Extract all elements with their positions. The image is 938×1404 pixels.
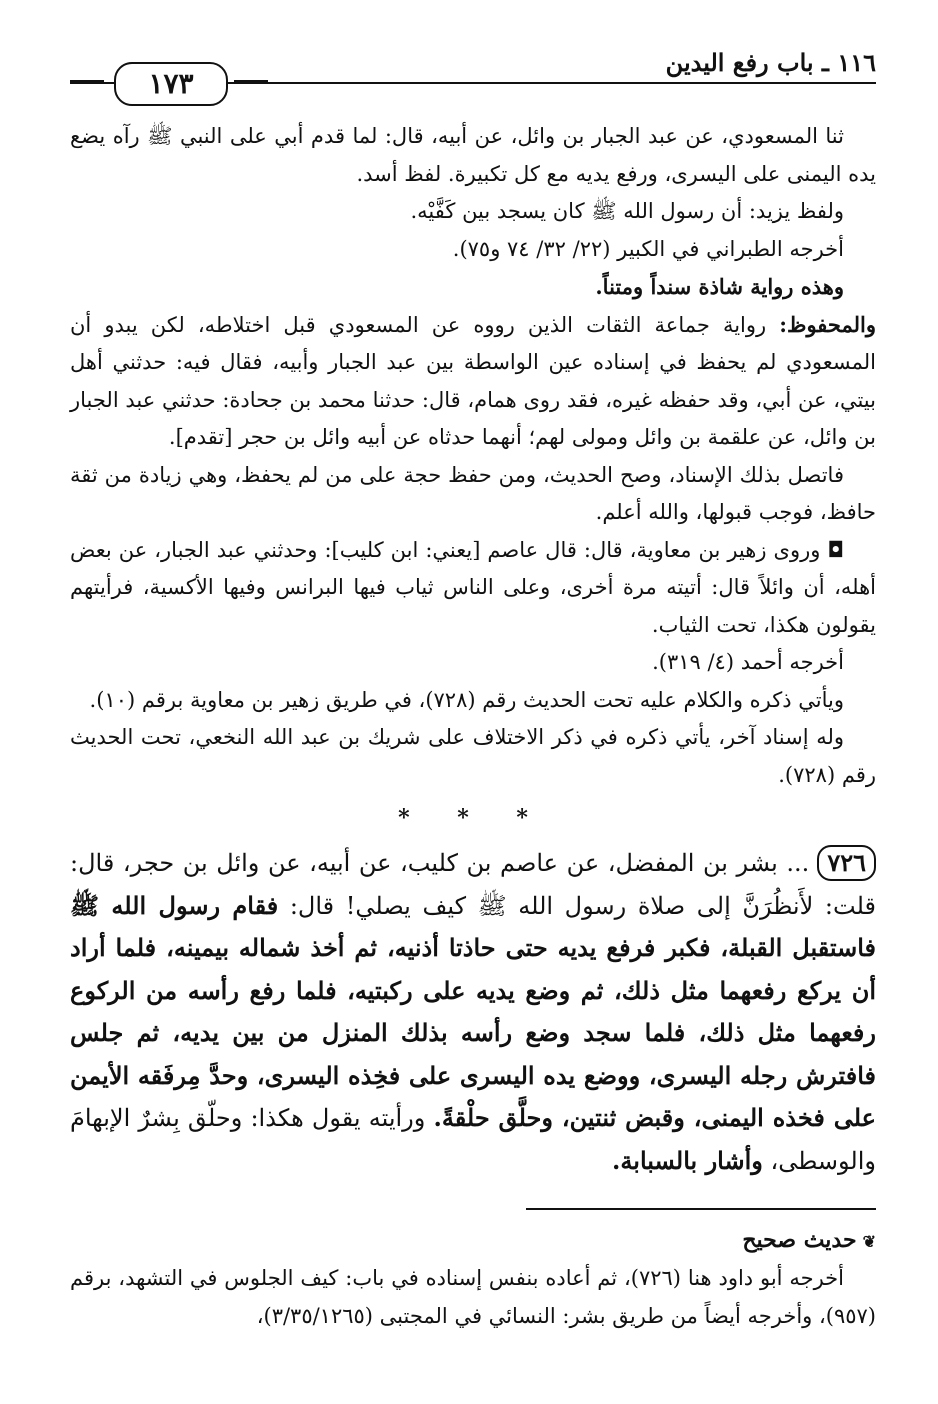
page-number-ornament bbox=[70, 80, 104, 82]
paragraph: ثنا المسعودي، عن عبد الجبار بن وائل، عن أبيه، قال: لما قدم أبي على النبي ﷺ رآه يضع يده اليمنى على اليسرى، ورفع يديه مع كل تكبيرة. لفظ أسد. bbox=[70, 124, 876, 186]
paragraph: وهذه رواية شاذة سنداً ومتناً. bbox=[595, 274, 844, 299]
page-header bbox=[70, 40, 876, 110]
hadith-grade bbox=[70, 1222, 876, 1260]
book-icon: ❦ bbox=[862, 1232, 876, 1251]
paragraph: أخرجه الطبراني في الكبير (٢٢/ ٣٢/ ٧٤ و٧٥). bbox=[452, 236, 844, 261]
hadith-text bbox=[70, 842, 876, 1182]
hadith-number: ٧٢٦ bbox=[817, 845, 876, 881]
hadith-matn-plain: ورأيته يقول هكذا: وحلّق بِشرٌ الإبهامَ والوسطى، bbox=[70, 1104, 876, 1175]
paragraph: فاتصل بذلك الإسناد، وصح الحديث، ومن حفظ حجة على من لم يحفظ، وهي زيادة من ثقة حافظ، فوجب قبولها، والله أعلم. bbox=[70, 462, 876, 524]
section-separator: * * * bbox=[398, 805, 548, 831]
grade-label: حديث صحيح bbox=[742, 1227, 857, 1253]
hadith-matn: فقام رسول الله ﷺ فاستقبل القبلة، فكبر فرفع يديه حتى حاذتا أذنيه، ثم أخذ شماله بيمينه، فلما أراد أن يركع رفعهما مثل ذلك، ثم وضع يديه على ركبتيه، فلما رفع رأسه من الركوع رفعهما مثل ذلك، فلما سجد وضع رأسه بذلك المنزل من بين يديه، ثم جلس فافترش رجله اليسرى، ووضع يده اليسرى على فخِذه اليسرى، وحدَّ مِرفَقه الأيمن على فخذه اليمنى، وقبض ثنتين، وحلَّق حلْقةً. bbox=[70, 890, 876, 1132]
page-body bbox=[70, 118, 876, 1335]
paragraph: ويأتي ذكره والكلام عليه تحت الحديث رقم (٧٢٨)، في طريق زهير بن معاوية برقم (١٠). bbox=[89, 687, 844, 712]
paragraph bbox=[70, 306, 876, 457]
running-title: ١١٦ ـ باب رفع اليدين bbox=[665, 48, 876, 77]
footnote-rule bbox=[526, 1208, 876, 1210]
paragraph: أخرجه أحمد (٤/ ٣١٩). bbox=[652, 650, 844, 674]
page-number: ١٧٣ bbox=[114, 62, 228, 106]
paragraph: ولفظ يزيد: أن رسول الله ﷺ كان يسجد بين كَفَّيْه. bbox=[410, 199, 844, 223]
page-number-ornament bbox=[234, 80, 268, 82]
hadith-intro: ... بشر بن المفضل، عن عاصم بن كليب، عن أبيه، عن وائل بن حجر، قال: قلت: لأَنظُرَنَّ إلى صلاة رسول الله ﷺ كيف يصلي! قال: bbox=[70, 849, 876, 920]
paragraph-label: والمحفوظ: bbox=[779, 311, 876, 337]
paragraph-text: رواية جماعة الثقات الذين رووه عن المسعودي قبل اختلاطه، لكن يبدو أن المسعودي لم يحفظ في إسناده عين الواسطة بين عبد الجبار وأبيه، فقال فيه: حدثني أهل بيتي، عن أبي، وقد حفظه غيره، فقد روى همام، قال: حدثنا محمد بن جحادة: حدثني عبد الجبار بن وائل، عن علقمة بن وائل ومولى لهم؛ أنهما حدثاه عن أبيه وائل بن حجر [تقدم]. bbox=[70, 312, 876, 449]
paragraph: وله إسناد آخر، يأتي ذكره في ذكر الاختلاف على شريك بن عبد الله النخعي، تحت الحديث رقم (٧٢٨). bbox=[70, 725, 876, 787]
takhrij-paragraph: أخرجه أبو داود هنا (٧٢٦)، ثم أعاده بنفس إسناده في باب: كيف الجلوس في التشهد، برقم (٩٥٧)، وأخرجه أيضاً من طريق بشر: النسائي في المجتبى (٣/٣٥/١٢٦٥)، bbox=[70, 1266, 876, 1328]
hadith-matn-end: وأشار بالسبابة. bbox=[612, 1145, 763, 1175]
paragraph: ◘ وروى زهير بن معاوية، قال: قال عاصم [يعني: ابن كليب]: وحدثني عبد الجبار، عن بعض أهله، أن وائلاً قال: أتيته مرة أخرى، وعلى الناس ثياب فيها البرانس وفيها الأكسية، فرأيتهم يقولون هكذا، تحت الثياب. bbox=[70, 537, 876, 637]
